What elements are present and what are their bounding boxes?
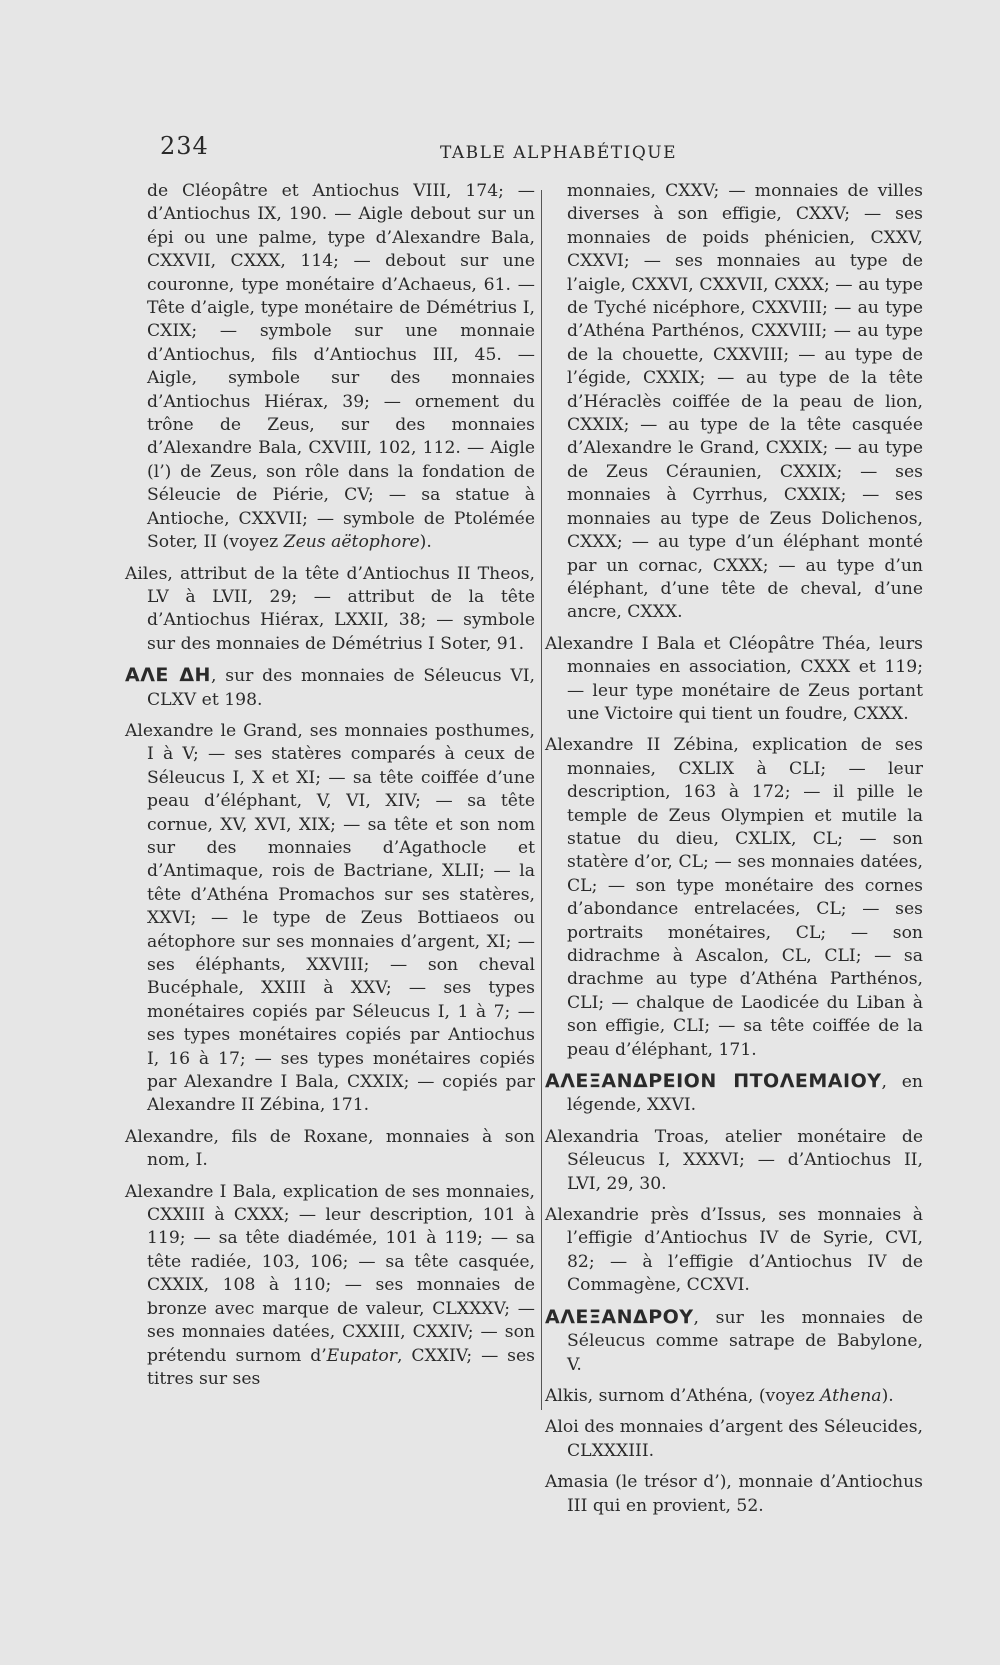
index-entry	[125, 664, 535, 712]
entry-text-end: ).	[881, 1385, 894, 1406]
running-head: TABLE ALPHABÉTIQUE	[440, 143, 678, 163]
index-entry: Alexandre II Zébina, explication de ses monnaies, CXLIX à CLI; — leur description, 163 à 172; — il pille le temple de Zeus Olympien et mutile la statue du dieu, CXLIX, CL; — son statère d’or, CL; — ses monnaies datées, CL; — son type monétaire des cornes d’abondance entrelacées, CL; — ses portraits monétaires, CL; — son didrachme à Ascalon, CL, CLI; — sa drachme au type d’Athéna Parthénos, CLI; — chalque de Laodicée du Liban à son effigie, CLI; — sa tête coiffée de la peau d’éléphant, 171.	[545, 735, 923, 1060]
index-entry: Aloi des monnaies d’argent des Séleucides, CLXXXIII.	[545, 1417, 923, 1461]
index-entry	[125, 1181, 535, 1392]
index-entry	[545, 1306, 923, 1377]
left-column	[125, 180, 535, 1399]
entry-text: , sur les monnaies de Séleucus comme satrape de Babylone, V.	[567, 1307, 923, 1375]
entry-text: Alexandre I Bala, explication de ses monnaies, CXXIII à CXXX; — leur description, 101 à 119; — sa tête diadémée, 101 à 119; — sa tête radiée, 103, 106; — sa tête casquée, CXXIX, 108 à 110; — ses monnaies de bronze avec marque de valeur, CLXXXV; — ses monnaies datées, CXXIII, CXXIV; — son prétendu surnom d’	[125, 1181, 535, 1366]
entry-italic: Athena	[819, 1385, 882, 1406]
greek-legend: ΑΛΕ ΔΗ	[125, 664, 211, 687]
entry-text-end: ).	[419, 532, 432, 553]
index-entry: Ailes, attribut de la tête d’Antiochus II Theos, LV à LVII, 29; — attribut de la tête d’Antiochus Hiérax, LXXII, 38; — symbole sur des monnaies de Démétrius I Soter, 91.	[125, 563, 535, 654]
entry-text: Alkis, surnom d’Athéna, (voyez	[545, 1385, 820, 1406]
entry-italic: Zeus aëtophore	[283, 532, 420, 553]
entry-italic: Eupator	[326, 1345, 397, 1366]
index-entry: monnaies, CXXV; — monnaies de villes diverses à son effigie, CXXV; — ses monnaies de poids phénicien, CXXV, CXXVI; — ses monnaies au type de l’aigle, CXXVI, CXXVII, CXXX; — au type de Tyché nicéphore, CXXVIII; — au type d’Athéna Parthénos, CXXVIII; — au type de la chouette, CXXVIII; — au type de l’égide, CXXIX; — au type de la tête d’Héraclès coiffée de la peau de lion, CXXIX; — au type de la tête casquée d’Alexandre le Grand, CXXIX; — au type de Zeus Céraunien, CXXIX; — ses monnaies à Cyrrhus, CXXIX; — ses monnaies au type de Zeus Dolichenos, CXXX; — au type d’un éléphant monté par un cornac, CXXX; — au type d’un éléphant, d’une tête de cheval, d’une ancre, CXXX.	[567, 181, 923, 623]
greek-legend: ΑΛΕΞΑΝΔΡΟΥ	[545, 1305, 694, 1328]
index-entry	[545, 1385, 923, 1408]
index-entry	[125, 180, 535, 555]
index-entry: Alexandre, fils de Roxane, monnaies à son nom, I.	[125, 1126, 535, 1171]
index-entry: Alexandre I Bala et Cléopâtre Théa, leurs monnaies en association, CXXX et 119; — leur type monétaire de Zeus portant une Victoire qui tient un foudre, CXXX.	[545, 633, 923, 724]
index-entry: Alexandre le Grand, ses monnaies posthumes, I à V; — ses statères comparés à ceux de Séleucus I, X et XI; — sa tête coiffée d’une peau d’éléphant, V, VI, XIV; — sa tête cornue, XV, XVI, XIX; — sa tête et son nom sur des monnaies d’Agathocle et d’Antimaque, rois de Bactriane, XLII; — la tête d’Athéna Promachos sur ses statères, XXVI; — le type de Zeus Bottiaeos ou aétophore sur ses monnaies d’argent, XI; — ses éléphants, XXVIII; — son cheval Bucéphale, XXIII à XXV; — ses types monétaires copiés par Séleucus I, 1 à 7; — ses types monétaires copiés par Antiochus I, 16 à 17; — ses types monétaires copiés par Alexandre I Bala, CXXIX; — copiés par Alexandre II Zébina, 171.	[125, 720, 535, 1116]
page-number: 234	[160, 132, 209, 160]
greek-legend: ΑΛΕΞΑΝΔΡΕΙΟΝ ΠΤΟΛΕΜΑΙΟΥ	[545, 1070, 882, 1093]
column-divider	[541, 190, 542, 1410]
entry-text: , en légende, XXVI.	[567, 1072, 923, 1116]
entry-text-end: , CXXIV; — ses titres sur ses	[147, 1345, 535, 1389]
entry-text: , sur des monnaies de Séleucus VI, CLXV et 198.	[147, 666, 536, 710]
entry-text: de Cléopâtre et Antiochus VIII, 174; — d’Antiochus IX, 190. — Aigle debout sur un épi ou une palme, type d’Alexandre Bala, CXXVII, CXXX, 114; — debout sur une couronne, type monétaire d’Achaeus, 61. — Tête d’aigle, type monétaire de Démétrius I, CXIX; — symbole sur une monnaie d’Antiochus, fils d’Antiochus III, 45. — Aigle, symbole sur des monnaies d’Antiochus Hiérax, 39; — ornement du trône de Zeus, sur des monnaies d’Alexandre Bala, CXVIII, 102, 112. — Aigle (l’) de Zeus, son rôle dans la fondation de Séleucie de Piérie, CV; — sa statue à Antioche, CXXVII; — symbole de Ptolémée Soter, II (voyez	[147, 181, 535, 553]
index-entry	[545, 1070, 923, 1118]
right-column	[545, 180, 923, 1526]
index-entry: Alexandrie près d’Issus, ses monnaies à l’effigie d’Antiochus IV de Syrie, CVI, 82; — à l’effigie d’Antiochus IV de Commagène, CCXVI.	[545, 1205, 923, 1296]
index-entry: Alexandria Troas, atelier monétaire de Séleucus I, XXXVI; — d’Antiochus II, LVI, 29, 30.	[545, 1126, 923, 1194]
index-entry: Amasia (le trésor d’), monnaie d’Antiochus III qui en provient, 52.	[545, 1472, 923, 1516]
